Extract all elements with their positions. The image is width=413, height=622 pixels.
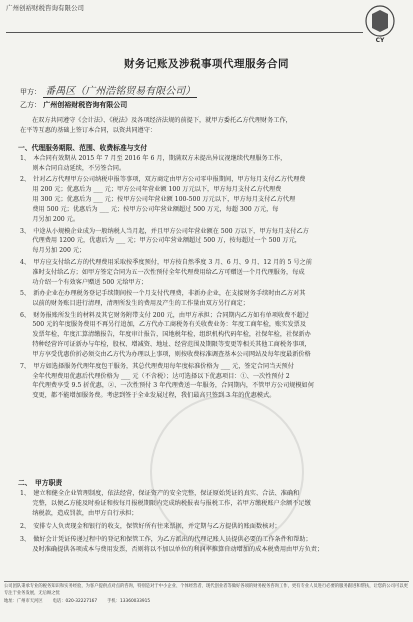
- section1-item-2-line-5: 月另加 200 元。: [20, 216, 80, 223]
- party-a-row: [20, 82, 197, 97]
- section1-item-2-line-3: 用 300 元；优惠后为 ___ 元；按甲方公司年营业额 100-500 万元以下，甲方每月支付乙方代理: [20, 196, 296, 204]
- party-a-handwritten-name: 番禺区（广州浩铭贸易有限公司）: [45, 86, 196, 97]
- company-logo-icon: [364, 4, 396, 44]
- section1-item-6-line-1: 6、 财务报账所发生的材料及其它财务附带支付 200 元，由甲方承担；合同期内乙方如有单项收费不超过: [20, 311, 309, 319]
- section1-item-4-line-1: 4、 甲方应支付给乙方的代理费用采取按季度预付，甲方按自然季度 3 月、6 月、9 月、12 月的 5 号之前: [20, 258, 312, 266]
- intro-line-1: 在双方共同遵守《会计法》、《税法》及各项经济法规的前提下，就甲方委托乙方代理财务工作，: [32, 117, 292, 124]
- section1-item-3-line-1: 3、 中途从小规模企业成为一般纳税人当月起，并且甲方公司年营业额在 500 万以下，甲方每月支付乙方: [20, 227, 309, 235]
- section1-item-7-line-2: 全年代理费用优惠后代理价格为 ___ 元（不含税）；达可选择以下优惠项目：①、一次性预付 2: [20, 372, 290, 380]
- section1-item-6-line-2: 500 元的年度服务费用不再另行追加，乙方代办工商税务有关收费业务：年度工商年检，账实发票及: [20, 321, 307, 329]
- party-b-row: [20, 100, 127, 110]
- section1-item-3-line-2: 代理费用 1200 元，优惠后为 ___ 元；甲方公司年营业额超过 500 万，按每超过一个 500 万元，: [20, 237, 301, 245]
- footer-mobile: 手机：13360033915: [107, 598, 151, 604]
- logo-text: CY: [375, 37, 385, 44]
- footer-intro-text: 公司团队秉承专业的税务知识和实务经验，为客户提供点对点的咨询，特别是对于中小企业、个体经营者、现代创业者等做好各项的财务税务咨询工作，更有专业人员进行必要的服务跟进和帮扶，让您的公司可以更专注于业务发展，无后顾之忧: [4, 584, 408, 597]
- section1-item-4-line-2: 准时支付给乙方；如甲方签定合同为五一次性预付全年代理费用给乙方可赠送一个月代理服务，每成: [20, 268, 305, 276]
- footer-address: 地址：广州市天河区: [4, 598, 43, 604]
- document-title: 财务记账及涉税事项代理服务合同: [124, 58, 289, 70]
- section1-item-7-line-4: 变更，都不能增加服务费。考虑到签于全业发展过程，我们最高只签到 3 年的优惠模式。: [20, 392, 276, 400]
- header-divider: [6, 32, 363, 33]
- section-2-heading: 二、 甲方职责: [18, 479, 63, 487]
- section1-item-2-line-2: 用 200 元；优惠后为 ___ 元；甲方公司年营业额 100 万元以下，甲方每月支付乙方代理费: [20, 186, 282, 194]
- intro-line-2: 在平等互惠的基础上签订本合同，以资共同遵守：: [20, 127, 157, 134]
- section2-item-2-line-1: 2、 安排专人负责现金和银行的收支，保管好所有往来票据，并定期与乙方提供的账面数核对；: [20, 522, 281, 530]
- footer: [4, 581, 409, 605]
- party-b-label: 乙方：: [20, 101, 41, 109]
- section1-item-1-line-1: 1、 本合同有效期从 2015 年 7 月至 2016 年 6 月，期满双方未提出异议视继续代理服务工作，: [20, 155, 287, 162]
- section1-item-6-line-4: 特种经营许可证新办与年检，股权、增减资、地址、经营范围及期限等变更等相关其他工商税务事项，: [20, 341, 311, 349]
- section1-item-2-line-1: 2、 针对乙方代理甲方公司纳税申报等事项，双方商定由甲方公司零申报期间，甲方每月支付乙方代理费: [20, 176, 306, 184]
- section1-item-1-line-2: 则本合同自动延续，不另签合同。: [20, 164, 126, 172]
- section2-item-1-line-1: 1、 建立和健全企业管理制度，依法经营，保证资产的安全完整，保证原始凭证的真实、合法、准确和: [20, 490, 300, 497]
- header-company-name: 广州创裕财税咨询有限公司: [6, 4, 84, 12]
- section2-item-3-line-1: 3、 做好会计凭证传递过程中的登记和保管工作，为乙方派出的代理记账人员提供必要的工作条件和帮助；: [20, 535, 312, 543]
- section1-item-6-line-3: 发票年检，年度汇算清缴报告，年度审计报告，国地税年检，组织机构代码年检，社保年检，社保新办: [20, 331, 311, 339]
- section1-item-3-line-3: 每月另加 200 元；: [20, 247, 86, 255]
- section2-item-3-line-2: 及时准确提供各项成本与费用发票，否则将以不加以单位的利润率推算自动增加的成本税费用由甲方负责；: [20, 545, 324, 553]
- section-1-heading: 一、代理服务期限、范围、收费标准与支付: [18, 144, 148, 152]
- section1-item-5-line-1: 5、 新办企业在办理税务登记手续期间按一个月支付代理费，非新办企业，在支接财务手续时由乙方对其: [20, 290, 306, 298]
- section1-item-4-line-3: 功介绍一个有效客户赠送 500 元给甲方；: [20, 278, 148, 286]
- section1-item-5-line-2: 以前的财务账目进行清理，清理所发生的费用及产生的工作量由双方另行商定；: [20, 300, 249, 307]
- section2-item-1-line-3: 纳税款，造成罚款，由甲方自行承担；: [20, 509, 138, 517]
- section1-item-7-line-3: 年代理费享受 9.5 折优惠，②、一次性预付 3 年代理费送一年服务，合同期内，不管甲方公司规模如何: [20, 382, 314, 390]
- faint-seal-stamp: [150, 395, 304, 549]
- section1-item-7-line-1: 7、 甲方如选择服务代理年度包干服务，其总代理费用每年度标准价格为 ___ 元，签定合同当天预付: [20, 362, 294, 370]
- footer-phone: 电话：020-32227167: [52, 598, 98, 604]
- party-b-name: 广州创裕财税咨询有限公司: [43, 101, 128, 109]
- section2-item-1-line-2: 完整，以便乙方能及时验证和按每月报税期限内完成纳税报表与报税工作，若甲方缴税账户余额不足缴: [20, 499, 311, 507]
- footer-contact-row: [4, 598, 409, 605]
- section1-item-2-line-4: 费用 500 元；优惠后为 ___ 元；按甲方公司年营业额超过 500 万元，每超 300 万元，每: [20, 206, 279, 214]
- party-a-label: 甲方：: [20, 88, 41, 96]
- section1-item-6-line-5: 甲方享受优惠价折必须交由乙方代为办理以上事项，则按收费标准调查基本公司网站及每年度最新价格: [20, 351, 311, 359]
